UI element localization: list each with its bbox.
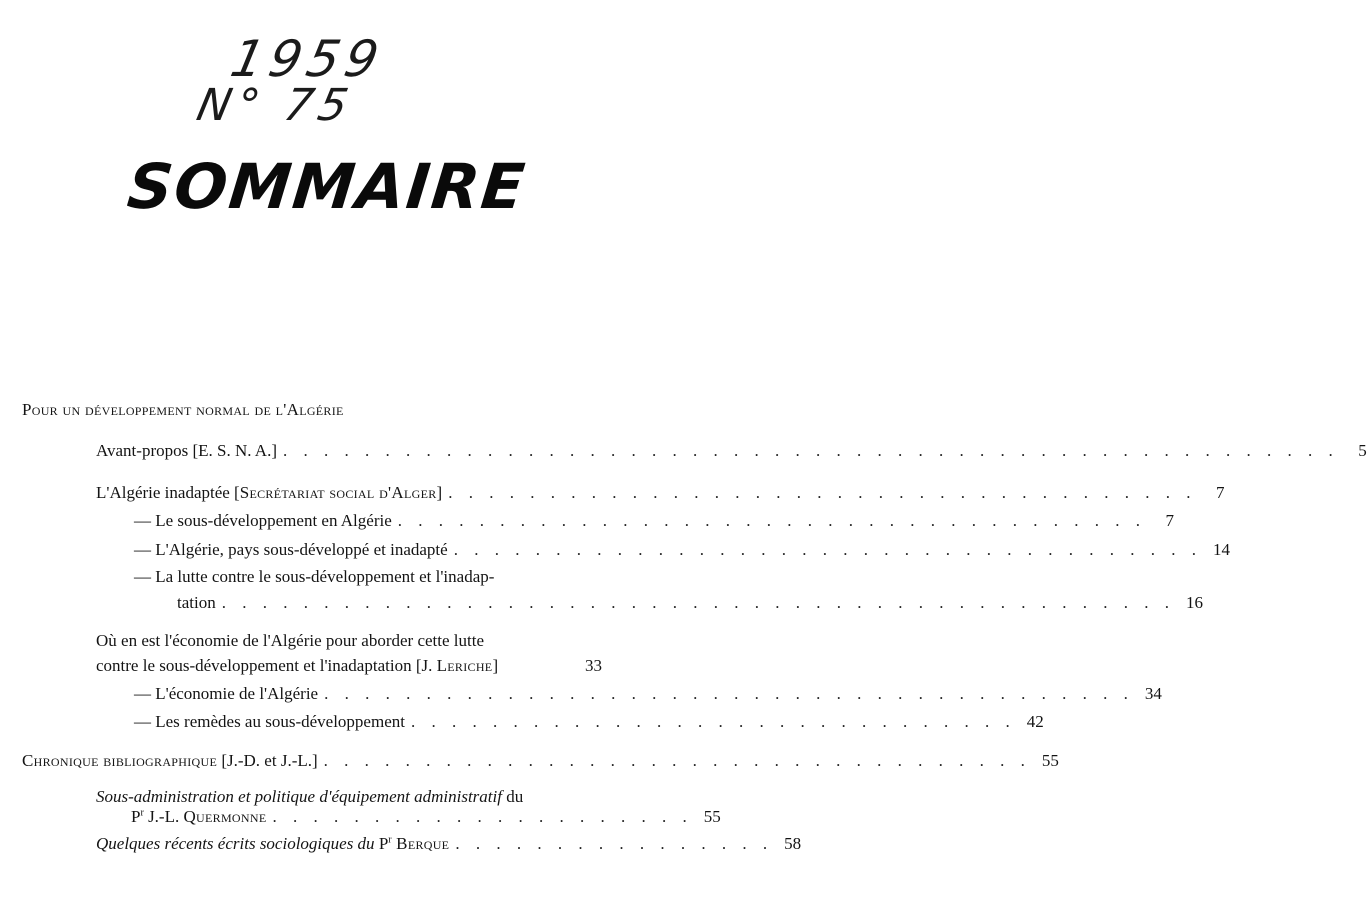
toc-page-number: 42 — [1026, 712, 1044, 731]
leader-dots: . . . . . . . . . . . . . . . . . . . . . . . . . . . . . . . . . . . . . — [448, 483, 1197, 502]
toc-label: Quelques récents écrits sociologiques du $P^r$ Berque — [96, 834, 450, 853]
toc-label: — Le sous-développement en Algérie — [134, 511, 392, 530]
toc-label: Avant-propos [E. S. N. A.] — [96, 441, 277, 460]
toc-label: L'Algérie inadaptée [Secrétariat social d'Alger] — [96, 483, 443, 502]
section-heading-1: Pour un développement normal de l'Algérie — [22, 400, 344, 419]
handwritten-issue-number: N° 75 — [192, 80, 359, 131]
leader-dots: . . . . . . . . . . . . . . . . . . . . . . . . . . . . . . — [410, 712, 1016, 731]
toc-page-number: 5 — [1358, 441, 1367, 460]
toc-entry-berque[interactable] — [96, 833, 802, 855]
toc-entry-algerie-inadaptee[interactable] — [96, 482, 1225, 504]
toc-entry-pays-sous-developpe[interactable] — [134, 539, 1230, 561]
toc-entry-sous-developpement[interactable] — [134, 510, 1175, 532]
toc-entry-economie-lutte[interactable] — [96, 655, 602, 677]
toc-entry-chronique[interactable] — [22, 750, 1059, 772]
leader-dots: . . . . . . . . . . . . . . . . . . . . . . . . . . . . . . . . . . . . . . . . . . . . . . . — [221, 593, 1175, 612]
toc-entry-avant-propos[interactable] — [96, 440, 1367, 462]
section-heading-2: Chronique bibliographique [J.-D. et J.-L.] — [22, 751, 318, 770]
toc-entry-economie-line1: Où en est l'économie de l'Algérie pour aborder cette lutte — [96, 631, 485, 650]
toc-entry-sous-administration-line1: Sous-administration et politique d'équipement administratif du — [96, 787, 524, 806]
toc-entry-economie-algerie[interactable] — [134, 683, 1162, 705]
leader-dots: . . . . . . . . . . . . . . . . . . . . . . . . . . . . . . . . . . . . . — [453, 540, 1202, 559]
toc-entry-lutte[interactable] — [177, 592, 1203, 614]
leader-dots: . . . . . . . . . . . . . . . . . . . . . — [272, 807, 693, 826]
toc-label: — Les remèdes au sous-développement — [134, 712, 405, 731]
toc-page-number: 33 — [585, 656, 602, 675]
page-title: SOMMAIRE — [124, 150, 530, 223]
toc-entry-lutte-line1: — La lutte contre le sous-développement et l'inadap- — [134, 567, 495, 586]
leader-dots: . . . . . . . . . . . . . . . . . . . . . . . . . . . . . . . . . . . — [323, 751, 1031, 770]
toc-page-number: 55 — [703, 807, 721, 826]
toc-entry-sous-administration[interactable] — [131, 806, 721, 828]
leader-dots: . . . . . . . . . . . . . . . . . . . . . . . . . . . . . . . . . . . . . . . . — [324, 684, 1134, 703]
toc-label: — L'Algérie, pays sous-développé et inadapté — [134, 540, 448, 559]
toc-label: $P^r$ J.-L. Quermonne — [131, 807, 267, 826]
leader-dots: . . . . . . . . . . . . . . . . . . . . . . . . . . . . . . . . . . . . . — [397, 511, 1147, 530]
handwritten-year: 1959 — [225, 30, 390, 88]
leader-dots: . . . . . . . . . . . . . . . . — [455, 834, 774, 853]
leader-dots: . . . . . . . . . . . . . . . . . . . . . . . . . . . . . . . . . . . . . . . . . . . . . . . . . . . . — [283, 441, 1339, 460]
toc-entry-remedes[interactable] — [134, 711, 1044, 733]
toc-label: contre le sous-développement et l'inadaptation [J. Leriche] — [96, 656, 499, 675]
toc-label: — L'économie de l'Algérie — [134, 684, 319, 703]
toc-page-number: 16 — [1185, 593, 1203, 612]
toc-label: tation — [177, 593, 216, 612]
toc-page-number: 55 — [1041, 751, 1059, 770]
toc-page-number: 58 — [784, 834, 802, 853]
toc-page-number: 14 — [1212, 540, 1230, 559]
toc-page-number: 7 — [1215, 483, 1225, 502]
toc-page-number: 34 — [1144, 684, 1162, 703]
toc-page-number: 7 — [1165, 511, 1175, 530]
